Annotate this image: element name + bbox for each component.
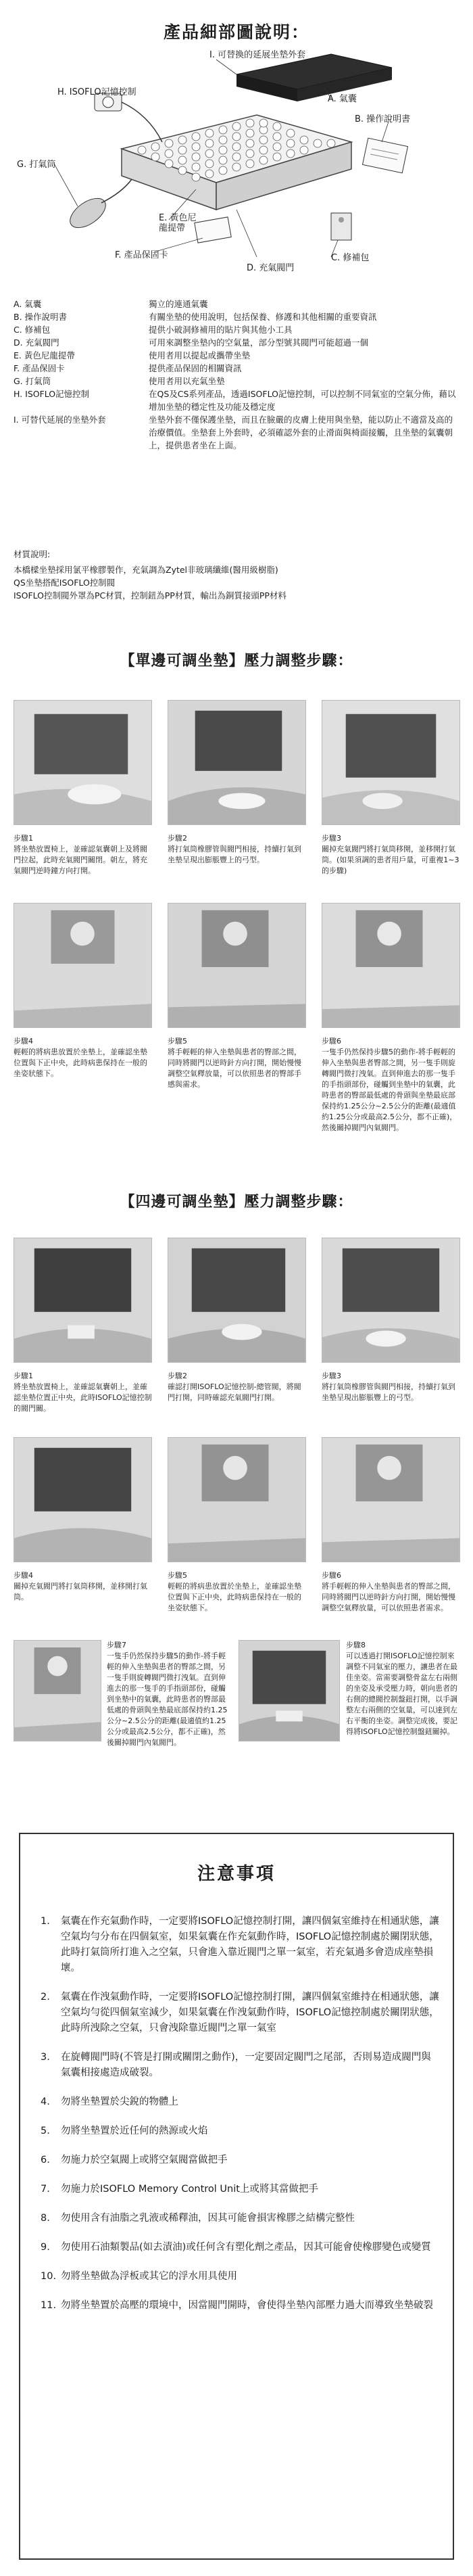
callout-cover: I. 可替換的延展坐墊外套 <box>209 50 306 60</box>
part-key: B. 操作說明書 <box>14 312 68 322</box>
materials-line: 本橋樑坐墊採用氯平橡膠製作，充氣調為Zytel非玻璃纖維(醫用級樹脂) <box>14 565 278 575</box>
quad-section-title: 【四邊可調坐墊】壓力調整步驟： <box>120 1194 353 1211</box>
materials-line: QS坐墊搭配ISOFLO控制閥 <box>14 578 116 588</box>
notice-num: 4. <box>41 2097 50 2107</box>
step-label: 步驟1 <box>14 834 33 843</box>
notice-title: 注意事項 <box>197 1864 276 1884</box>
quad-step7 <box>107 1640 232 1748</box>
parts-row <box>14 310 459 323</box>
notice-text: 勿將坐墊做為浮板或其它的浮水用具使用 <box>61 2271 237 2282</box>
part-key: I. 可替代延展的坐墊外套 <box>14 415 106 425</box>
part-key: H. ISOFLO記憶控制 <box>14 389 90 399</box>
step-label: 步驟3 <box>322 1372 341 1380</box>
part-value: 使用者用以提起或攜帶坐墊 <box>149 350 251 360</box>
quad-step2-photo <box>168 1238 306 1363</box>
part-value: 在QS及CS系列產品，透過ISOFLO記憶控制，可以控制不同氣室的空氣分佈，藉以增加坐墊的穩定性及功能及穩定度 <box>149 389 456 412</box>
quad-step3-photo <box>322 1238 460 1363</box>
parts-row <box>14 298 459 310</box>
callout-repair-kit: C. 修補包 <box>331 253 370 263</box>
step-text: 將手輕輕的伸入坐墊與患者的臀部之間，同時將閥門以逆時針方向打開，開始慢慢調整空氣釋放量，可以依照患者需求。 <box>322 1582 455 1612</box>
notice-text: 勿施力於ISOFLO Memory Control Unit上或將其當做把手 <box>61 2184 318 2195</box>
single-step5 <box>168 1036 306 1090</box>
step-text: 一隻手仍然保持步驟5的動作-將手輕輕的伸入坐墊與患者的臀部之間，另一隻手則旋轉閥門微打洩氣。直到伸進去的那一隻手的手指頭部份，碰觸到坐墊中的氣囊，此時患者的臀部最低處的骨頭與坐墊最底部保持約1.25公分~2.5公分的距離(最適值約1.25公分或最高2.5公分，都不正確)，然後關掉閥門內氣閥門。 <box>107 1652 228 1747</box>
quad-step4-photo <box>14 1437 152 1562</box>
notice-item <box>41 2298 439 2314</box>
quad-step5-photo <box>168 1437 306 1562</box>
quad-step5 <box>168 1570 306 1614</box>
part-value: 提供小破洞修補用的貼片與其他小工具 <box>149 325 293 335</box>
part-key: G. 打氣筒 <box>14 376 51 386</box>
notice-num: 11. <box>41 2300 57 2311</box>
callout-strap: E. 黃色尼 龍提帶 <box>159 213 197 233</box>
single-step4 <box>14 1036 152 1079</box>
quad-step1-photo <box>14 1238 152 1363</box>
notice-num: 5. <box>41 2126 50 2136</box>
notice-list <box>41 1914 439 2327</box>
step-text: 輕輕的將病患放置於坐墊上，並確認坐墊位置與下正中央，此時病患保持在一般的坐姿狀態下。 <box>14 1048 147 1078</box>
step-label: 步驟3 <box>322 834 341 843</box>
step-text: 將坐墊放置椅上，並確認氣囊朝上，並確認坐墊位置正中央，此時ISOFLO記憶控制的閥門關。 <box>14 1382 152 1413</box>
page-title: 產品細部圖說明： <box>163 22 309 42</box>
notice-num: 1. <box>41 1916 50 1927</box>
step-text: 可以透過打開ISOFLO記憶控制來調整不同氣室的壓力，讓患者在最佳坐姿。當需要調整骨盆左右兩側的坐姿及承受壓力時，朝向患者的右側的總閥控制盤鈕打開，以手調整左右兩側的空氣量，可以達到左右平衡的坐姿。調整完成後，要記得將ISOFLO記憶控制盤鈕關掉。 <box>346 1652 457 1736</box>
part-value: 可用來調整坐墊內的空氣量，部分型號其閥門可能超過一個 <box>149 337 369 348</box>
notice-item <box>41 2050 439 2081</box>
parts-row <box>14 323 459 336</box>
notice-num: 9. <box>41 2242 50 2253</box>
materials-line: ISOFLO控制閥外罩為PC材質，控制鈕為PP材質，輸出為銅質接頭PP材料 <box>14 590 287 601</box>
notice-text: 勿將坐墊置於近任何的熱源或火焰 <box>61 2126 208 2136</box>
step-text: 一隻手仍然保持步驟5的動作-將手輕輕的伸入坐墊與患者臀部之間，另一隻手則旋轉閥門微打洩氣。直到伸進去的那一隻手的手指頭部份，碰觸到坐墊中的氣囊，此時患者的臀部最低處的骨頭與坐墊最底部保持約1.25公分~2.5公分的距離(最適值約1.25公分或最高2.5公分，都不正確)，然後關掉閥門內氣閥門。 <box>322 1048 457 1132</box>
quad-step8-photo <box>239 1640 340 1741</box>
step-label: 步驟2 <box>168 1372 187 1380</box>
single-step3-photo <box>322 700 460 825</box>
part-value: 使用者用以充氣坐墊 <box>149 376 225 386</box>
notice-num: 8. <box>41 2213 50 2224</box>
step-label: 步驟1 <box>14 1372 33 1380</box>
single-step1-photo <box>14 700 152 825</box>
single-step1 <box>14 833 152 876</box>
single-step6 <box>322 1036 460 1133</box>
parts-row <box>14 375 459 388</box>
step-label: 步驟8 <box>346 1641 366 1649</box>
repair-kit <box>331 213 351 240</box>
part-key: C. 修補包 <box>14 325 51 335</box>
callout-air-cells: A. 氣囊 <box>328 94 357 104</box>
parts-row <box>14 388 459 413</box>
notice-text: 勿將坐墊置於高壓的環境中，因當閥門開時，會使得坐墊內部壓力過大而導致坐墊破裂 <box>61 2300 433 2311</box>
part-key: A. 氣囊 <box>14 299 42 309</box>
step-text: 將打氣筒橡膠管與閥門相接，持續打氣到坐墊呈現出膨脹豐上的弓型。 <box>168 845 301 864</box>
step-text: 將打氣筒橡膠管與閥門相接，持續打氣到坐墊呈現出膨脹豐上的弓型。 <box>322 1382 455 1402</box>
quad-step6-photo <box>322 1437 460 1562</box>
step-label: 步驟4 <box>14 1571 33 1580</box>
step-text: 關掉充氣閥門將打氣筒移開，並移開打氣筒。(如果須調的患者用戶量，可重複1~3的步驟) <box>322 845 459 875</box>
single-step6-photo <box>322 903 460 1028</box>
callout-valve: D. 充氣閥門 <box>247 263 295 273</box>
callout-pump: G. 打氣筒 <box>17 160 56 170</box>
callout-manual: B. 操作說明書 <box>355 114 411 124</box>
notice-text: 氣囊在作充氣動作時，一定要將ISOFLO記憶控制打開，讓四個氣室維持在相通狀態，讓空氣均勻分布在四個氣室，如果氣囊在作充氣動作時，ISOFLO記憶控制處於關閉狀態，此時打氣筒所打進入之空氣，只會進入靠近閥門之單一氣室，若充氣過多會造成座墊損壞。 <box>61 1916 439 1973</box>
notice-num: 10. <box>41 2271 57 2282</box>
step-label: 步驟6 <box>322 1037 341 1046</box>
part-key: D. 充氣閥門 <box>14 337 59 348</box>
notice-num: 2. <box>41 1992 50 2003</box>
quad-step2 <box>168 1371 306 1403</box>
quad-step1 <box>14 1371 152 1414</box>
parts-row <box>14 349 459 362</box>
notice-item <box>41 2124 439 2139</box>
callout-isoflo: H. ISOFLO記憶控制 <box>57 87 136 97</box>
step-text: 將坐墊放置椅上，並確認氣囊朝上及將閥門拉起，此時充氣閥門關閉。朝左，將充氣閥門逆時鐘方向打開。 <box>14 845 147 875</box>
materials-section <box>14 548 459 602</box>
notice-text: 勿使用石油類製品(如去漬油)或任何含有塑化劑之產品，因其可能會使橡膠變色或變質 <box>61 2242 431 2253</box>
quad-step8 <box>346 1640 461 1737</box>
part-value: 有關坐墊的使用說明，包括保養、修護和其他相關的重要資訊 <box>149 312 377 322</box>
step-label: 步驟7 <box>107 1641 126 1649</box>
notice-item <box>41 2269 439 2285</box>
single-step3 <box>322 833 460 876</box>
notice-item <box>41 2240 439 2255</box>
parts-row <box>14 336 459 349</box>
step-label: 步驟2 <box>168 834 187 843</box>
materials-heading: 材質說明: <box>14 549 51 559</box>
cushion-illustration <box>14 47 459 277</box>
notice-num: 7. <box>41 2184 50 2195</box>
step-label: 步驟4 <box>14 1037 33 1046</box>
part-key: E. 黃色尼龍提帶 <box>14 350 75 360</box>
parts-row <box>14 362 459 375</box>
notice-text: 勿施力於空氣閥上或將空氣閥當做把手 <box>61 2155 228 2165</box>
step-label: 步驟5 <box>168 1037 187 1046</box>
notice-item <box>41 2182 439 2197</box>
step-text: 輕輕的將病患放置於坐墊上，並確認坐墊位置與下正中央，此時病患保持在一般的坐姿狀態下。 <box>168 1582 301 1612</box>
quad-step6 <box>322 1570 460 1614</box>
notice-item <box>41 2153 439 2168</box>
single-step5-photo <box>168 903 306 1028</box>
notice-num: 6. <box>41 2155 50 2165</box>
quad-step3 <box>322 1371 460 1403</box>
parts-row <box>14 413 459 452</box>
air-cell-grid <box>122 115 351 210</box>
isoflo-control-unit <box>95 93 162 142</box>
step-text: 關掉充氣閥門將打氣筒移開，並移開打氣筒。 <box>14 1582 147 1601</box>
single-step4-photo <box>14 903 152 1028</box>
notice-item <box>41 1990 439 2036</box>
notice-text: 勿使用含有油脂之乳液或稀釋油，因其可能會損害橡膠之結構完整性 <box>61 2213 355 2224</box>
notice-item <box>41 1914 439 1976</box>
manual-booklet <box>362 138 407 173</box>
single-step2-photo <box>168 700 306 825</box>
hand-pump <box>65 179 132 233</box>
single-step2 <box>168 833 306 866</box>
parts-list <box>14 298 459 452</box>
cushion-cover <box>236 54 392 101</box>
part-value: 提供產品保固的相關資訊 <box>149 363 242 373</box>
step-label: 步驟5 <box>168 1571 187 1580</box>
part-key: F. 產品保固卡 <box>14 363 65 373</box>
quad-step7-photo <box>14 1640 101 1741</box>
notice-text: 氣囊在作洩氣動作時，一定要將ISOFLO記憶控制打開，讓四個氣室維持在相通狀態，讓空氣均勻從四個氣室減少，如果氣囊在作洩氣動作時，ISOFLO記憶控制處於關閉狀態，此時所洩除之空氣，只會洩除靠近閥門之單一氣室 <box>61 1992 439 2034</box>
notice-item <box>41 2211 439 2226</box>
step-text: 將手輕輕的伸入坐墊與患者的臀部之間，同時將閥門以逆時針方向打開，開始慢慢調整空氣釋放量，可以依照患者的臀部手感與需求。 <box>168 1048 301 1089</box>
part-value: 坐墊外套不僅保護坐墊，而且在臉嚴的皮膚上使用與坐墊，能以防止不適當及高的治療價值。坐墊套上外套時，必須確認外套的止滑面與椅面接觸，且坐墊的氣囊朝上，提供患者坐在上面。 <box>149 415 453 450</box>
notice-item <box>41 2094 439 2110</box>
callout-warranty: F. 產品保固卡 <box>115 250 168 260</box>
part-value: 獨立的連通氣囊 <box>149 299 208 309</box>
notice-num: 3. <box>41 2052 50 2063</box>
notice-text: 勿將坐墊置於尖銳的物體上 <box>61 2097 178 2107</box>
product-diagram <box>14 47 459 277</box>
step-label: 步驟6 <box>322 1571 341 1580</box>
notice-text: 在旋轉閥門時(不管是打開或關閉之動作)，一定要固定閥門之尾部，否則易造成閥門與氣囊相接處造成破裂。 <box>61 2052 431 2078</box>
quad-step4 <box>14 1570 152 1603</box>
step-text: 確認打開ISOFLO記憶控制-總管閥，將閥門打開，同時確認充氣閥門打開。 <box>168 1382 301 1402</box>
single-section-title: 【單邊可調坐墊】壓力調整步驟： <box>120 653 353 670</box>
